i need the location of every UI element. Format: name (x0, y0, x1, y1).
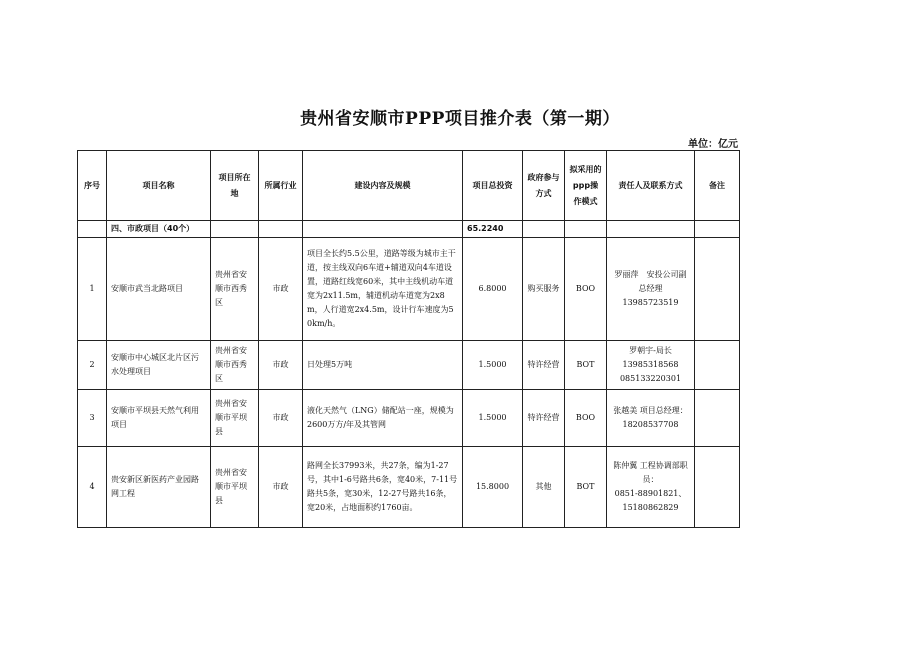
row-gov-method: 其他 (523, 447, 565, 528)
section-label: 四、市政项目（40个） (107, 221, 211, 238)
contact-phone: 13985723519 (622, 298, 679, 307)
row-gov-method: 特许经营 (523, 390, 565, 447)
row-name: 贵安新区新医药产业园路网工程 (107, 447, 211, 528)
header-row (78, 151, 740, 221)
header-investment: 项目总投资 (463, 151, 523, 221)
row-name: 安顺市中心城区北片区污水处理项目 (107, 341, 211, 390)
header-note: 备注 (695, 151, 740, 221)
row-content: 日处理5万吨 (303, 341, 463, 390)
project-table (77, 150, 740, 528)
contact-phone: 18208537708 (622, 420, 679, 429)
contact-phone: 13985318568 (622, 360, 679, 369)
row-industry: 市政 (259, 238, 303, 341)
row-location: 贵州省安顺市平坝县 (211, 390, 259, 447)
row-location: 贵州省安顺市西秀区 (211, 238, 259, 341)
row-industry: 市政 (259, 341, 303, 390)
contact-person: 罗朝宇-局长 (629, 346, 672, 355)
row-content: 路网全长37993米，共27条，编为1-27号，其中1-6号路共6条，宽40米，7-11号路共5条，宽30米，12-27号路共16条，宽20米，占地面积约1760亩。 (303, 447, 463, 528)
header-name: 项目名称 (107, 151, 211, 221)
contact-phone-2: 15180862829 (622, 503, 679, 512)
contact-phone-2: 085133220301 (619, 374, 682, 383)
row-location: 贵州省安顺市西秀区 (211, 341, 259, 390)
contact-person: 罗丽萍 安投公司副总经理 (614, 270, 687, 293)
header-ppp-mode: 拟采用的ppp操作模式 (565, 151, 607, 221)
row-ppp-mode: BOT (565, 341, 607, 390)
contact-phone: 0851-88901821、 (614, 489, 687, 498)
row-industry: 市政 (259, 390, 303, 447)
section-empty-cell (303, 221, 463, 238)
row-industry: 市政 (259, 447, 303, 528)
section-row (78, 221, 740, 238)
row-investment: 1.5000 (463, 341, 523, 390)
row-investment: 6.8000 (463, 238, 523, 341)
row-note (695, 447, 740, 528)
table-row (78, 390, 740, 447)
section-empty-cell (695, 221, 740, 238)
row-name: 安顺市平坝县天然气利用项目 (107, 390, 211, 447)
row-name: 安顺市武当北路项目 (107, 238, 211, 341)
row-contact (607, 390, 695, 447)
row-investment: 1.5000 (463, 390, 523, 447)
row-gov-method: 特许经营 (523, 341, 565, 390)
section-empty-cell (259, 221, 303, 238)
header-seq: 序号 (78, 151, 107, 221)
table-row (78, 238, 740, 341)
row-contact (607, 341, 695, 390)
row-ppp-mode: BOO (565, 238, 607, 341)
table-row (78, 341, 740, 390)
section-empty-cell (565, 221, 607, 238)
header-location: 项目所在地 (211, 151, 259, 221)
row-gov-method: 购买服务 (523, 238, 565, 341)
row-ppp-mode: BOO (565, 390, 607, 447)
row-contact (607, 238, 695, 341)
row-note (695, 238, 740, 341)
section-seq (78, 221, 107, 238)
section-empty-cell (607, 221, 695, 238)
header-gov-method: 政府参与方式 (523, 151, 565, 221)
header-contact: 责任人及联系方式 (607, 151, 695, 221)
header-content: 建设内容及规模 (303, 151, 463, 221)
row-seq: 4 (78, 447, 107, 528)
page-title: 贵州省安顺市PPP项目推介表（第一期） (300, 109, 620, 129)
row-note (695, 390, 740, 447)
unit-label: 单位：亿元 (688, 139, 738, 150)
row-note (695, 341, 740, 390)
table-row (78, 447, 740, 528)
row-seq: 1 (78, 238, 107, 341)
section-total: 65.2240 (463, 221, 523, 238)
section-empty-cell (523, 221, 565, 238)
row-content: 液化天然气（LNG）储配站一座，规模为2600万方/年及其管网 (303, 390, 463, 447)
row-location: 贵州省安顺市平坝县 (211, 447, 259, 528)
row-ppp-mode: BOT (565, 447, 607, 528)
row-seq: 3 (78, 390, 107, 447)
section-empty-cell (211, 221, 259, 238)
row-seq: 2 (78, 341, 107, 390)
row-investment: 15.8000 (463, 447, 523, 528)
contact-person: 张越美 项目总经理： (613, 406, 688, 415)
row-contact (607, 447, 695, 528)
header-industry: 所属行业 (259, 151, 303, 221)
contact-person: 陈仲翼 工程协调部职员： (613, 461, 688, 484)
row-content: 项目全长约5.5公里，道路等级为城市主干道，按主线双向6车道+辅道双向4车道设置，道路红线宽60米，其中主线机动车道宽为2x11.5m，辅道机动车道宽为2x8m，人行道宽2x4.5m，设计行车速度为50km/h。 (303, 238, 463, 341)
